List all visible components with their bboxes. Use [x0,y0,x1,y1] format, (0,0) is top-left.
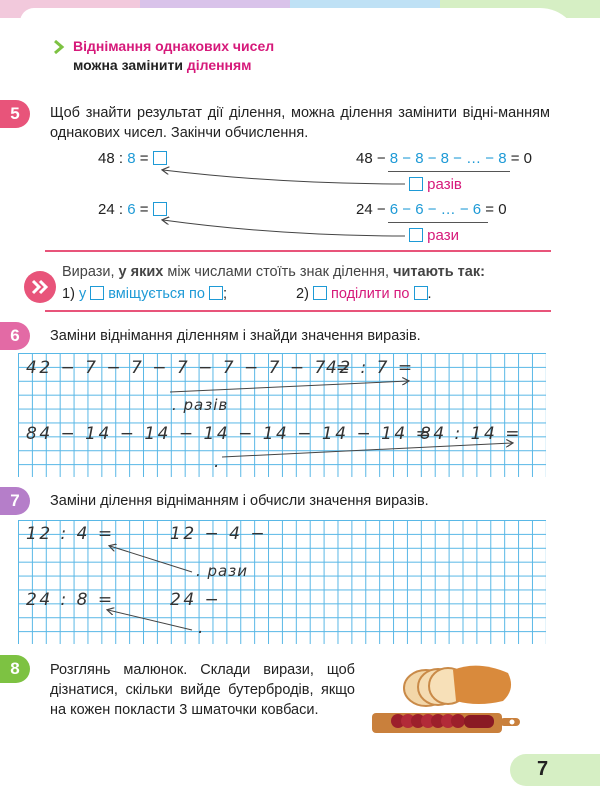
eq1-right-a: 48 − [356,150,386,167]
rule-opt1 [62,284,227,304]
task6-badge: 6 [0,322,30,350]
opt1-b: вміщується по [108,286,205,302]
task6-text: Заміни віднімання діленням і знайди значення виразів. [50,328,421,344]
task7-arrow2 [108,610,192,630]
eq1-times-label: разів [427,176,462,193]
eq1-left-b: 8 [127,150,136,167]
rule-badge [24,271,56,303]
header-line2-b: діленням [186,57,252,73]
opt1-num: 1) [62,286,75,302]
task7-arrow1 [110,546,192,572]
opt1-end: ; [223,286,228,302]
task7-row1-right: 12 − 4 − [170,524,268,544]
rule-l1-d: читають так: [393,264,485,280]
opt2-box2[interactable] [414,286,428,300]
bread-sausage-illustration [368,655,528,745]
eq2-right-b: 6 − 6 − … − 6 [389,201,482,218]
double-chevron-icon [24,271,56,303]
opt2-box1[interactable] [313,286,327,300]
task6-arrow2 [222,443,512,457]
eq2-right-c: = 0 [485,201,507,218]
grid-arrows [0,340,600,660]
opt1-box1[interactable] [90,286,104,300]
task7-row1-times: . рази [196,562,248,580]
task5-badge: 5 [0,100,30,128]
rule-top-line [45,250,551,252]
task6-row2-left: 84 − 14 − 14 − 14 − 14 − 14 − 14 = [26,424,433,444]
task6-row2-dot: . [214,452,222,472]
task7-row2-left: 24 : 8 = [26,590,115,610]
task5-arrows [0,0,600,260]
page-number: 7 [537,758,549,780]
task5-text: Щоб знайти результат дії ділення, можна ділення замінити відні-манням однакових чисел. Закінчи обчислення. [50,105,550,141]
rule-l1-b: у яких [118,264,164,280]
opt1-box2[interactable] [209,286,223,300]
eq1-arrow [163,170,405,184]
task6-arrow1 [170,381,408,392]
eq2-left-a: 24 : [98,201,124,218]
opt2-a: поділити по [330,286,410,302]
eq2-right-a: 24 − [356,201,386,218]
opt1-a: у [78,286,87,302]
eq2-times-label: рази [427,227,459,244]
rule-opt2 [296,284,432,304]
eq1-right-c: = 0 [510,150,532,167]
task7-row1-left: 12 : 4 = [26,524,115,544]
task8-badge: 8 [0,655,30,683]
header-line2-a: можна замінити [73,57,183,73]
opt2-num: 2) [296,286,309,302]
rule-bottom-line [45,310,551,312]
task7-row2-dot: . [198,618,206,638]
eq1-left-c: = [139,150,149,167]
rule-l1-a: Вирази, [62,264,115,280]
task6-row1-left: 42 − 7 − 7 − 7 − 7 − 7 − 7 = [26,358,353,378]
header-line1: Віднімання однакових чисел [73,38,275,54]
task6-row1-times: . разів [172,396,229,414]
task6-row1-right: 42 : 7 = [326,358,415,378]
task7-badge: 7 [0,487,30,515]
eq1-left-a: 48 : [98,150,124,167]
task8-text: Розглянь малюнок. Склади вирази, щоб дізнатися, скільки вийде бутербродів, якщо на кожен покласти 3 шматочки ковбаси. [50,662,355,718]
eq1-right-b: 8 − 8 − 8 − … − 8 [389,150,507,167]
page-number-tab [510,754,600,786]
opt2-end: . [427,286,432,302]
rule-line1 [62,262,485,282]
task7-text: Заміни ділення відніманням і обчисли значення виразів. [50,493,429,509]
rule-l1-c: між числами стоїть знак ділення, [167,264,390,280]
eq2-left-b: 6 [127,201,136,218]
task6-row2-right: 84 : 14 = [420,424,522,444]
task7-row2-right: 24 − [170,590,222,610]
eq2-arrow [163,220,405,236]
eq2-left-c: = [139,201,149,218]
